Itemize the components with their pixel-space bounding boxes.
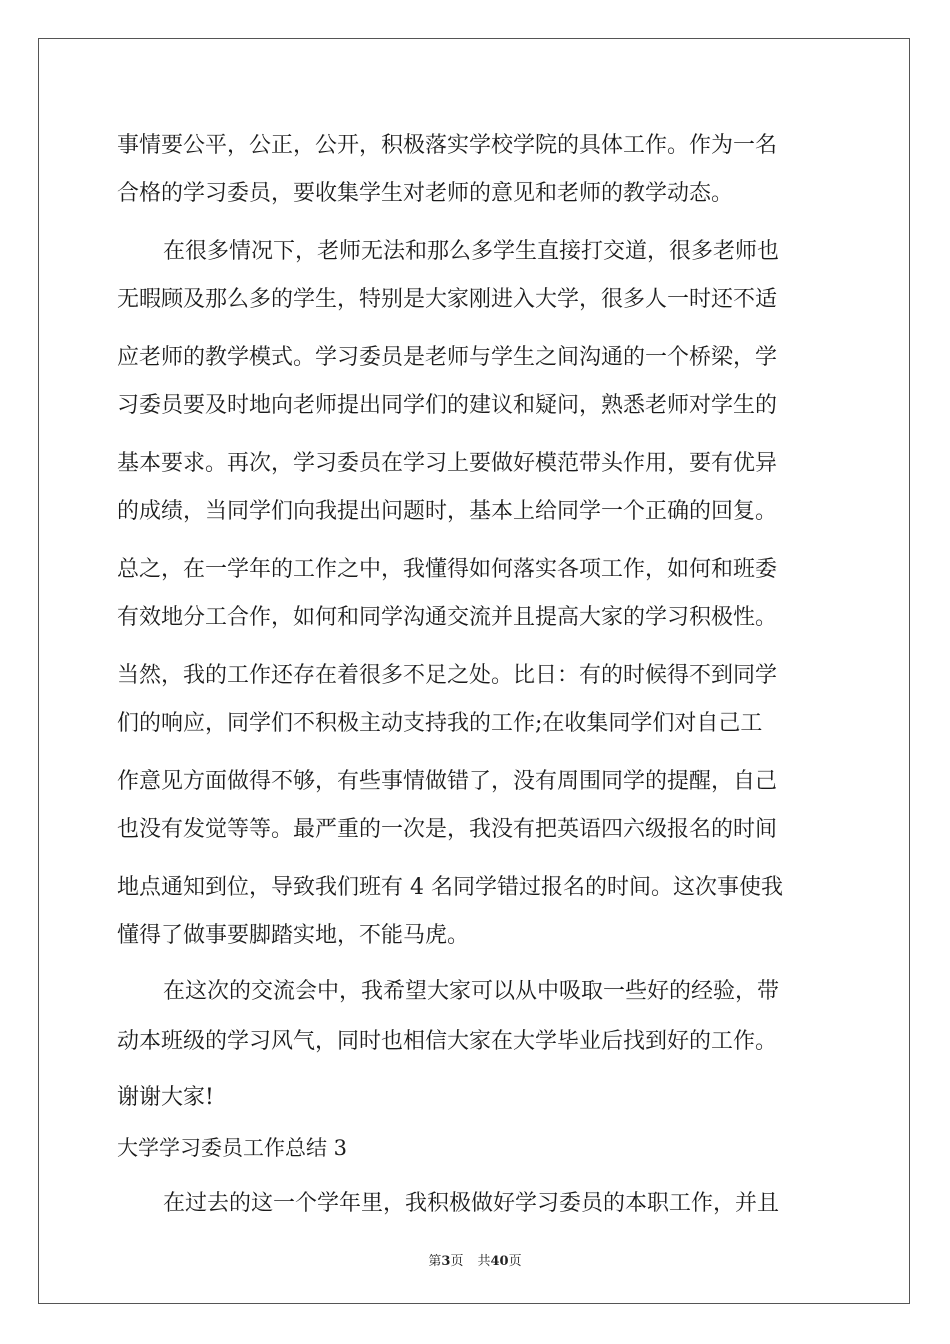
paragraph-start-line: 在过去的这一个学年里，我积极做好学习委员的本职工作，并且	[163, 1191, 780, 1216]
text-line: 们的响应，同学们不积极主动支持我的工作;在收集同学们对自己工	[117, 711, 763, 736]
text-line: 作意见方面做得不够，有些事情做错了，没有周围同学的提醒，自己	[117, 769, 778, 794]
paragraph-start-line: 在很多情况下，老师无法和那么多学生直接打交道，很多老师也	[163, 239, 780, 264]
text-line: 无暇顾及那么多的学生，特别是大家刚进入大学，很多人一时还不适	[117, 287, 778, 312]
text-line: 的成绩，当同学们向我提出问题时，基本上给同学一个正确的回复。	[117, 499, 778, 524]
section-heading: 大学学习委员工作总结 3	[117, 1136, 348, 1160]
text-line: 合格的学习委员，要收集学生对老师的意见和老师的教学动态。	[117, 181, 734, 206]
total-pages: 40	[490, 1254, 509, 1269]
text-line: 总之，在一学年的工作之中，我懂得如何落实各项工作，如何和班委	[117, 557, 778, 582]
text-line: 谢谢大家!	[117, 1085, 214, 1110]
total-suffix: 页	[508, 1254, 522, 1269]
page-number: 3	[441, 1254, 451, 1269]
page-footer	[0, 1250, 950, 1269]
text-line: 动本班级的学习风气，同时也相信大家在大学毕业后找到好的工作。	[117, 1029, 778, 1054]
text-line: 有效地分工合作，如何和同学沟通交流并且提高大家的学习积极性。	[117, 605, 778, 630]
text-line: 懂得了做事要脚踏实地，不能马虎。	[117, 923, 470, 948]
text-line: 基本要求。再次，学习委员在学习上要做好模范带头作用，要有优异	[117, 451, 778, 476]
text-line: 习委员要及时地向老师提出同学们的建议和疑问，熟悉老师对学生的	[117, 393, 778, 418]
text-line: 也没有发觉等等。最严重的一次是，我没有把英语四六级报名的时间	[117, 817, 778, 842]
total-prefix: 共	[477, 1254, 491, 1269]
text-line: 事情要公平，公正，公开，积极落实学校学院的具体工作。作为一名	[117, 133, 778, 158]
text-line: 地点通知到位，导致我们班有 4 名同学错过报名的时间。这次事使我	[117, 875, 783, 900]
text-line: 当然，我的工作还存在着很多不足之处。比日：有的时候得不到同学	[117, 663, 778, 688]
page-suffix: 页	[450, 1254, 464, 1269]
text-line: 应老师的教学模式。学习委员是老师与学生之间沟通的一个桥梁，学	[117, 345, 778, 370]
paragraph-start-line: 在这次的交流会中，我希望大家可以从中吸取一些好的经验，带	[163, 979, 780, 1004]
page-prefix: 第	[428, 1254, 442, 1269]
